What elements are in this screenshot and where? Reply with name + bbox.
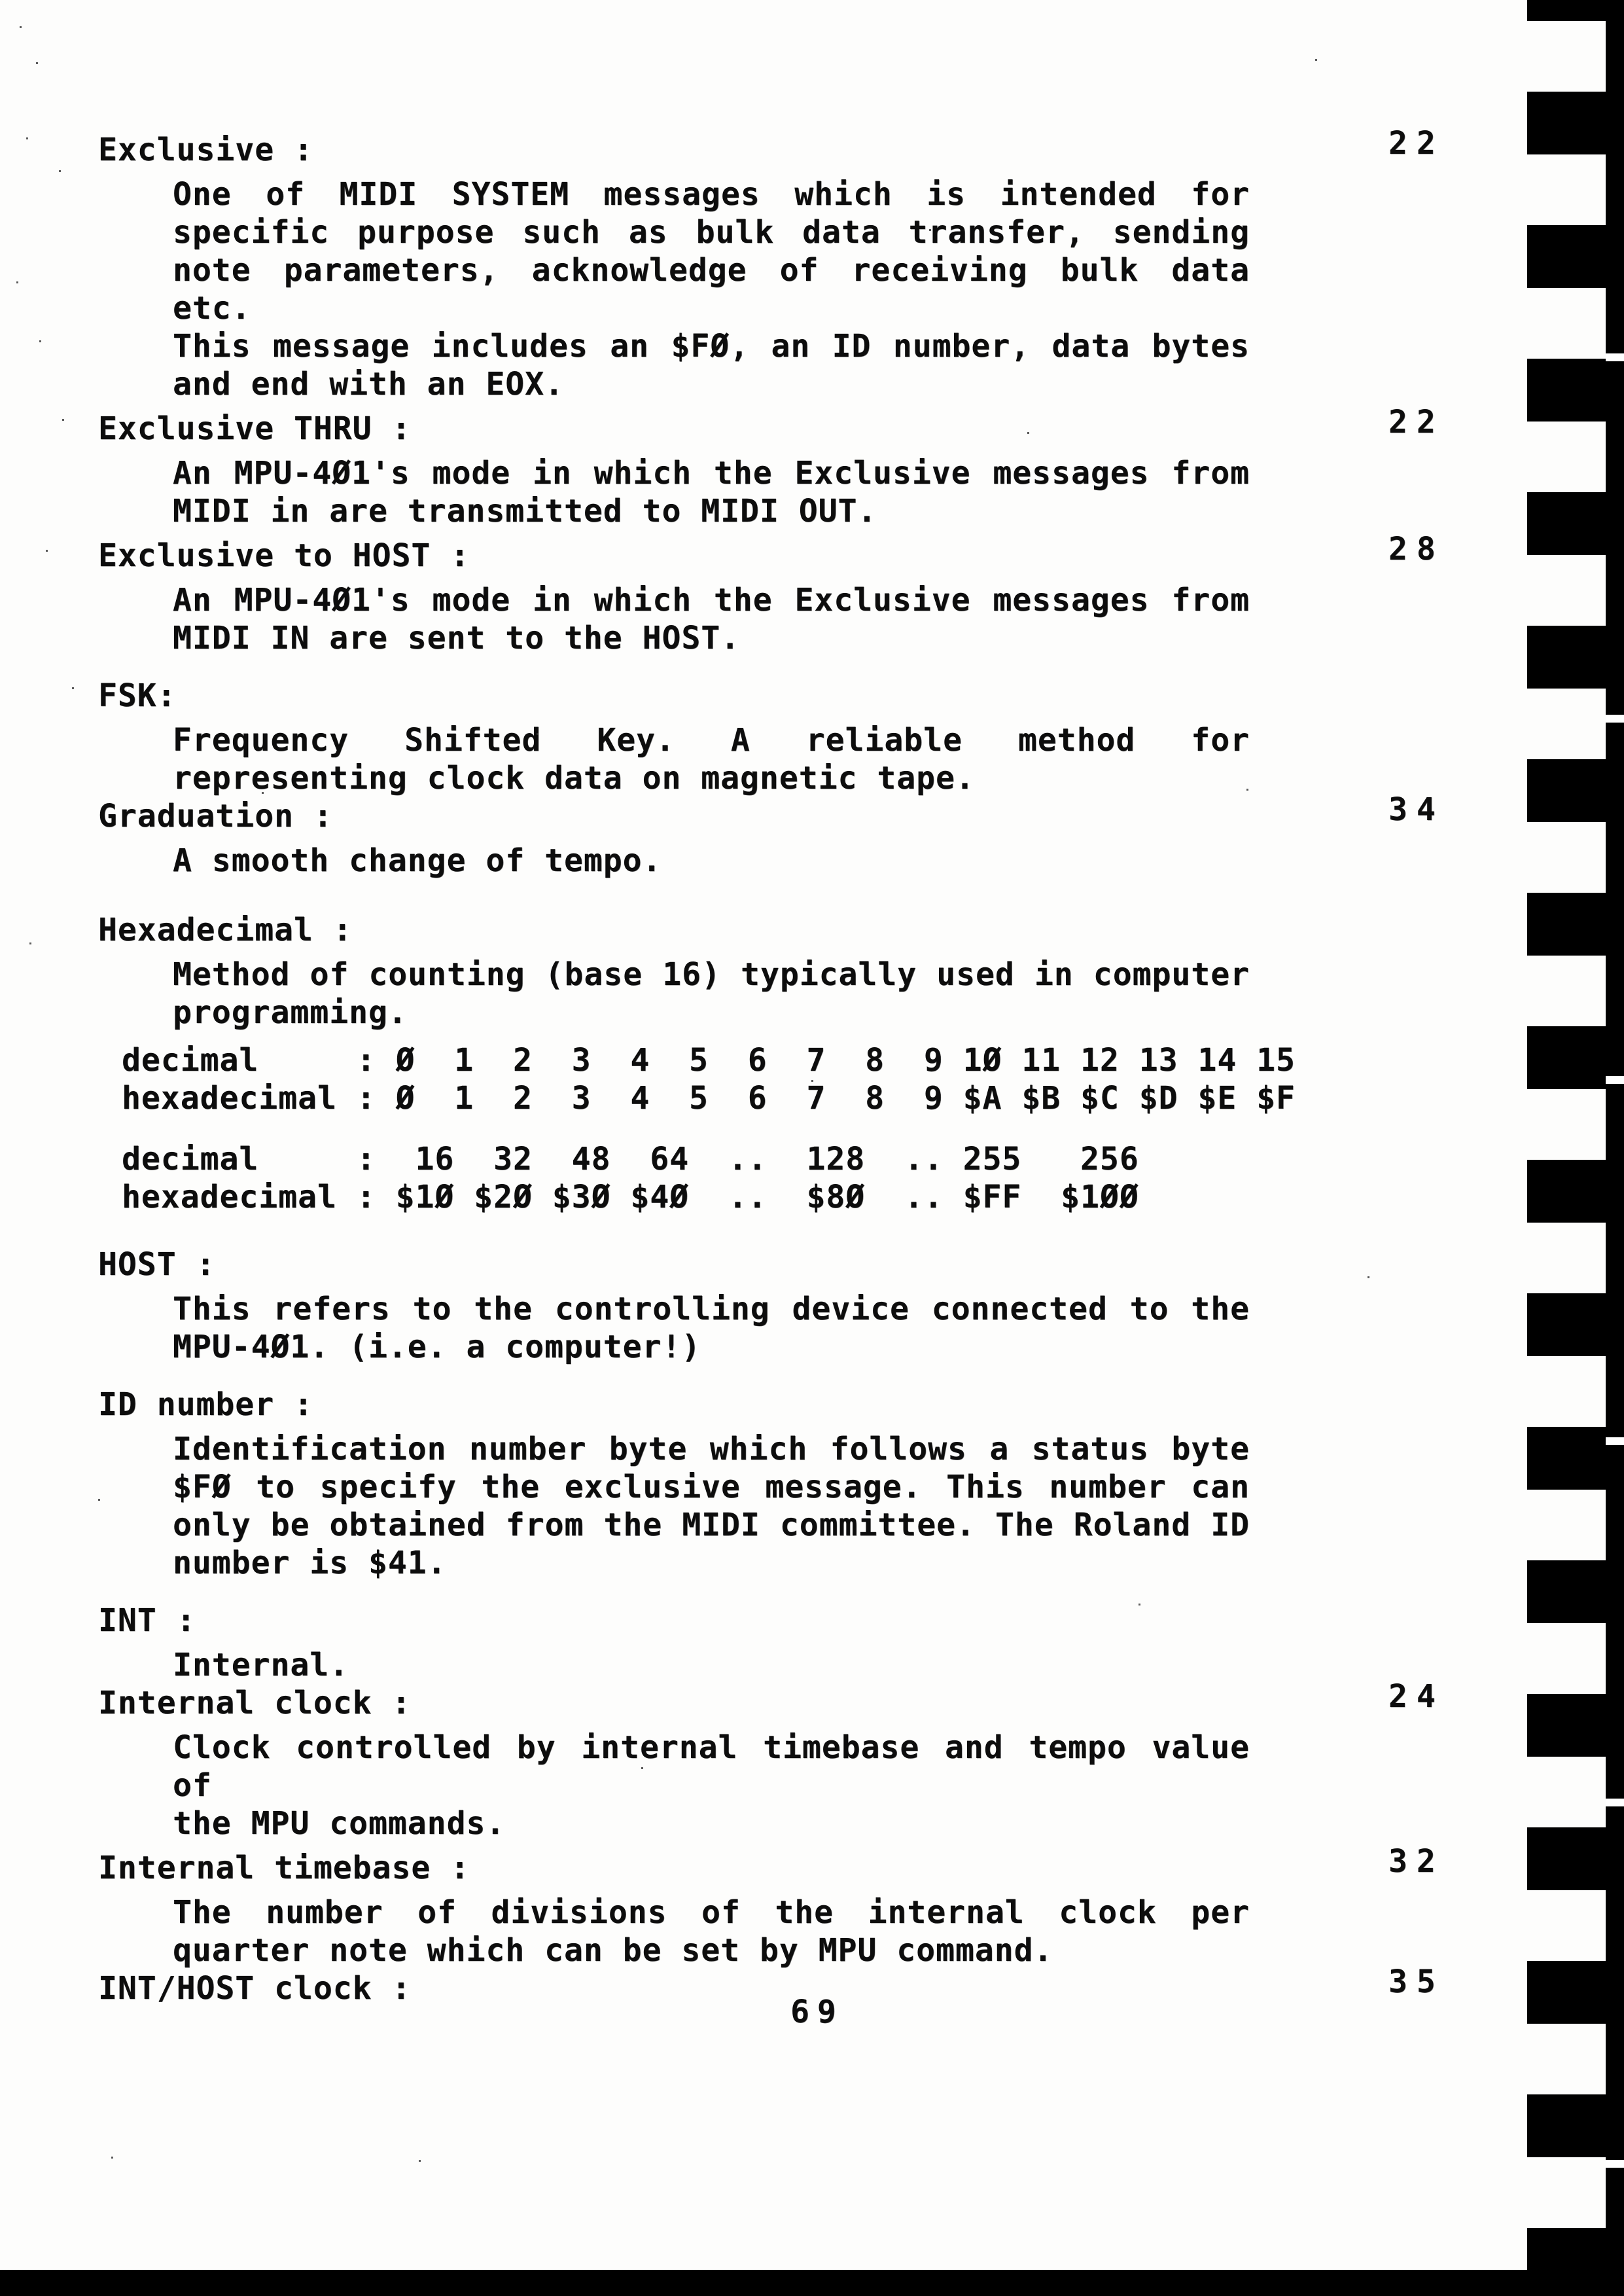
entry-term: FSK: bbox=[98, 677, 177, 714]
definition-line: quarter note which can be set by MPU command. bbox=[173, 1932, 1053, 1969]
definition-line: MPU-4Ø1. (i.e. a computer!) bbox=[173, 1329, 701, 1365]
entry-definition bbox=[173, 842, 1250, 880]
binding-marks bbox=[1527, 0, 1610, 2296]
entry-page-ref: 22 bbox=[1388, 125, 1445, 162]
definition-line: specific purpose such as bulk data transfer, sending bbox=[173, 214, 1250, 251]
definition-line: number is $41. bbox=[173, 1545, 447, 1581]
entry-term: Internal clock : bbox=[98, 1685, 412, 1721]
definition-line: This refers to the controlling device connected to the bbox=[173, 1291, 1250, 1327]
entry-definition bbox=[173, 1893, 1250, 1969]
entry-head bbox=[98, 404, 1479, 448]
definition-line: $FØ to specify the exclusive message. This number can bbox=[173, 1469, 1250, 1505]
entry-term: Graduation : bbox=[98, 798, 333, 834]
entry-term: Hexadecimal : bbox=[98, 912, 353, 948]
entry-head bbox=[98, 1386, 1479, 1424]
entry-head bbox=[98, 125, 1479, 169]
definition-line: This message includes an $FØ, an ID number, data bytes bbox=[173, 328, 1250, 365]
page-number: 69 bbox=[790, 1994, 844, 2030]
entry-definition bbox=[173, 1430, 1250, 1582]
table-row-hexadecimal: hexadecimal : Ø 1 2 3 4 5 6 7 8 9 $A $B $C $D $E $F bbox=[122, 1080, 1296, 1117]
entry-term: Exclusive THRU : bbox=[98, 410, 412, 447]
glossary-entry-exclusive-thru bbox=[98, 404, 1479, 530]
glossary-entry-host bbox=[98, 1246, 1479, 1366]
definition-line: and end with an EOX. bbox=[173, 366, 564, 403]
glossary-entry-exclusive-to-host bbox=[98, 531, 1479, 657]
entry-head bbox=[98, 1678, 1479, 1722]
entry-head bbox=[98, 791, 1479, 835]
definition-line: only be obtained from the MIDI committee. The Roland ID bbox=[173, 1507, 1250, 1543]
entry-term: Internal timebase : bbox=[98, 1850, 470, 1886]
entry-head bbox=[98, 911, 1479, 949]
entry-definition bbox=[173, 175, 1250, 403]
entry-head bbox=[98, 1602, 1479, 1640]
definition-line: An MPU-4Ø1's mode in which the Exclusive messages from bbox=[173, 455, 1250, 492]
definition-line: Clock controlled by internal timebase and tempo value of bbox=[173, 1729, 1250, 1804]
entry-term: ID number : bbox=[98, 1386, 313, 1423]
definition-line: Frequency Shifted Key. A reliable method for bbox=[173, 722, 1250, 759]
hex-conversion-table-1 bbox=[122, 1041, 1479, 1117]
entry-head bbox=[98, 531, 1479, 575]
definition-line: Method of counting (base 16) typically used in computer bbox=[173, 956, 1250, 993]
table-row-decimal: decimal : Ø 1 2 3 4 5 6 7 8 9 1Ø 11 12 13 14 15 bbox=[122, 1042, 1296, 1079]
entry-head bbox=[98, 677, 1479, 715]
entry-page-ref: 34 bbox=[1388, 791, 1445, 828]
entry-page-ref: 32 bbox=[1388, 1843, 1445, 1880]
hex-conversion-table-2 bbox=[122, 1140, 1479, 1216]
definition-line: A smooth change of tempo. bbox=[173, 842, 662, 879]
glossary-entry-internal-clock bbox=[98, 1678, 1479, 1842]
definition-line: MIDI in are transmitted to MIDI OUT. bbox=[173, 493, 877, 529]
glossary-entry-id-number bbox=[98, 1386, 1479, 1582]
definition-line: Internal. bbox=[173, 1647, 349, 1683]
entry-head bbox=[98, 1843, 1479, 1887]
entry-term: INT : bbox=[98, 1602, 196, 1639]
definition-line: representing clock data on magnetic tape. bbox=[173, 760, 975, 797]
table-row-decimal: decimal : 16 32 48 64 .. 128 .. 255 256 bbox=[122, 1141, 1139, 1177]
entry-page-ref: 24 bbox=[1388, 1678, 1445, 1715]
entry-definition bbox=[173, 1646, 1250, 1684]
entry-term: HOST : bbox=[98, 1246, 216, 1283]
entry-definition bbox=[173, 1290, 1250, 1366]
entry-term: INT/HOST clock : bbox=[98, 1970, 412, 2007]
definition-line: One of MIDI SYSTEM messages which is intended for bbox=[173, 176, 1250, 213]
entry-page-ref: 22 bbox=[1388, 404, 1445, 440]
glossary-entry-int bbox=[98, 1602, 1479, 1684]
glossary-content bbox=[98, 125, 1479, 2007]
entry-term: Exclusive to HOST : bbox=[98, 537, 470, 574]
entry-term: Exclusive : bbox=[98, 132, 313, 168]
entry-head bbox=[98, 1246, 1479, 1283]
entry-definition bbox=[173, 721, 1250, 797]
table-row-hexadecimal: hexadecimal : $1Ø $2Ø $3Ø $4Ø .. $8Ø .. $FF $1ØØ bbox=[122, 1179, 1139, 1215]
scan-noise-speckles bbox=[0, 0, 2, 2]
definition-line: MIDI IN are sent to the HOST. bbox=[173, 620, 741, 656]
definition-line: note parameters, acknowledge of receiving bulk data etc. bbox=[173, 252, 1250, 327]
definition-line: the MPU commands. bbox=[173, 1805, 506, 1842]
definition-line: programming. bbox=[173, 994, 408, 1031]
glossary-entry-hexadecimal bbox=[98, 911, 1479, 1031]
definition-line: Identification number byte which follows a status byte bbox=[173, 1431, 1250, 1467]
definition-line: The number of divisions of the internal clock per bbox=[173, 1894, 1250, 1931]
entry-page-ref: 35 bbox=[1388, 1964, 1445, 2000]
glossary-entry-int-host-clock bbox=[98, 1964, 1479, 2007]
definition-line: An MPU-4Ø1's mode in which the Exclusive messages from bbox=[173, 582, 1250, 619]
entry-head bbox=[98, 1964, 1479, 2007]
scan-bottom-bar bbox=[0, 2270, 1624, 2296]
entry-definition bbox=[173, 454, 1250, 530]
glossary-entry-exclusive bbox=[98, 125, 1479, 403]
binding-edge-strip bbox=[1606, 0, 1624, 2296]
glossary-entry-internal-timebase bbox=[98, 1843, 1479, 1969]
glossary-entry-fsk bbox=[98, 677, 1479, 797]
entry-page-ref: 28 bbox=[1388, 531, 1445, 567]
entry-definition bbox=[173, 581, 1250, 657]
entry-definition bbox=[173, 956, 1250, 1031]
entry-definition bbox=[173, 1729, 1250, 1842]
glossary-entry-graduation bbox=[98, 791, 1479, 880]
